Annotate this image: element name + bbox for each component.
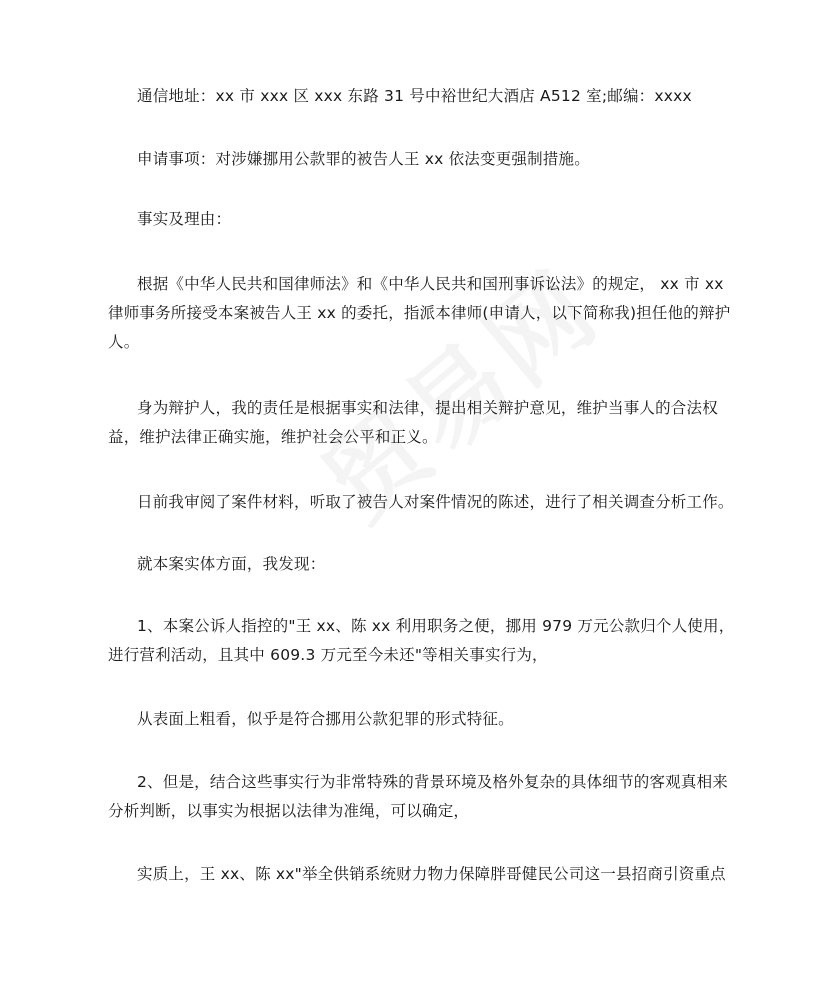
text-line: 通信地址：xx 市 xxx 区 xxx 东路 31 号中裕世纪大酒店 A512 室;邮编：xxxx bbox=[137, 87, 692, 105]
text-line: 身为辩护人，我的责任是根据事实和法律，提出相关辩护意见，维护当事人的合法权 bbox=[137, 399, 718, 417]
text-line: 益，维护法律正确实施，维护社会公平和正义。 bbox=[108, 428, 438, 446]
text-line: 日前我审阅了案件材料，听取了被告人对案件情况的陈述，进行了相关调查分析工作。 bbox=[137, 493, 734, 511]
paragraph-finding-2 bbox=[108, 768, 728, 826]
paragraph-finding-1 bbox=[108, 612, 735, 670]
text-line: 申请事项：对涉嫌挪用公款罪的被告人王 xx 依法变更强制措施。 bbox=[137, 150, 590, 168]
paragraph-address bbox=[108, 82, 728, 111]
text-line: 分析判断，以事实为根据以法律为准绳，可以确定， bbox=[108, 802, 470, 820]
text-line: 人。 bbox=[108, 333, 140, 351]
text-line: 根据《中华人民共和国律师法》和《中华人民共和国刑事诉讼法》的规定， xx 市 xx bbox=[137, 275, 724, 293]
text-line: 2、但是，结合这些事实行为非常特殊的背景环境及格外复杂的具体细节的客观真相来 bbox=[137, 773, 728, 791]
paragraph-surface-view bbox=[108, 705, 728, 734]
paragraph-application-matter bbox=[108, 145, 728, 174]
paragraph-case-review bbox=[108, 488, 734, 517]
paragraph-legal-basis bbox=[108, 270, 731, 357]
text-line: 事实及理由： bbox=[137, 210, 232, 228]
text-line: 就本案实体方面，我发现： bbox=[137, 555, 326, 573]
paragraph-findings-intro bbox=[108, 550, 728, 579]
text-line: 进行营利活动，且其中 609.3 万元至今未还"等相关事实行为， bbox=[108, 646, 548, 664]
text-line: 实质上，王 xx、陈 xx"举全供销系统财力物力保障胖哥健民公司这一县招商引资重点 bbox=[137, 865, 726, 883]
paragraph-substance bbox=[108, 860, 728, 889]
text-line: 1、本案公诉人指控的"王 xx、陈 xx 利用职务之便，挪用 979 万元公款归个人使用， bbox=[137, 617, 735, 635]
text-line: 律师事务所接受本案被告人王 xx 的委托，指派本律师(申请人，以下简称我)担任他的辩护 bbox=[108, 304, 731, 322]
paragraph-facts-heading bbox=[108, 205, 728, 234]
text-line: 从表面上粗看，似乎是符合挪用公款犯罪的形式特征。 bbox=[137, 710, 514, 728]
paragraph-defender-duty bbox=[108, 394, 728, 452]
